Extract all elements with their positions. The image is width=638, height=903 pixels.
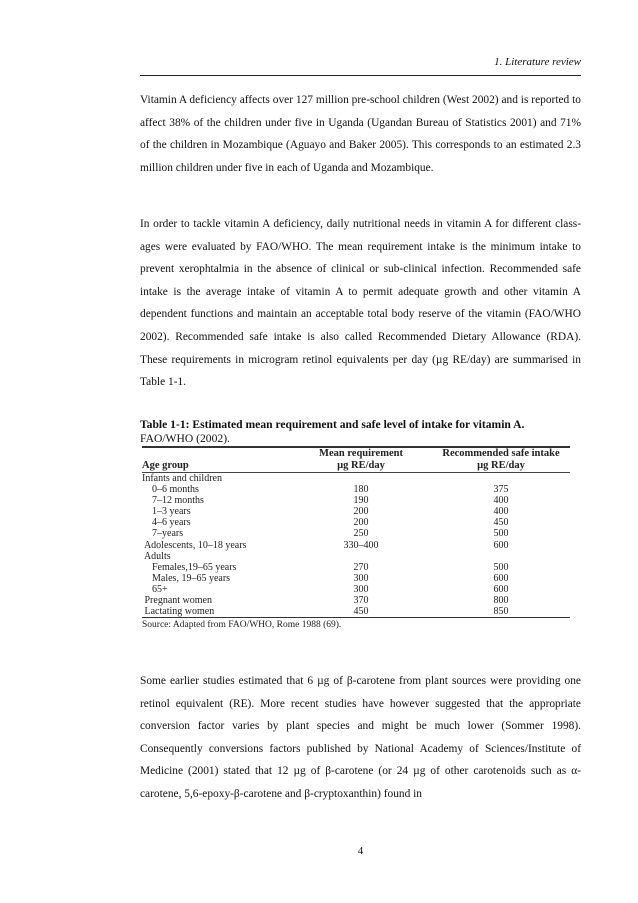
table-row (142, 484, 570, 495)
table-header-row-2 (142, 460, 570, 472)
table-cell-age-group: Lactating women (142, 606, 215, 618)
vitamin-a-intake-table (142, 446, 570, 631)
table-cell-age-group: 65+ (142, 583, 168, 595)
table-cell-safe-intake: 500 (493, 528, 509, 540)
table-row (142, 506, 570, 517)
table-cell-mean-requirement: 270 (353, 561, 369, 573)
table-cell-safe-intake: 375 (493, 484, 509, 496)
table-cell-mean-requirement: 450 (353, 606, 369, 618)
table-cell-safe-intake: 400 (493, 495, 509, 507)
table-cell-safe-intake: 850 (493, 606, 509, 618)
table-cell-safe-intake (432, 473, 570, 484)
table-row (142, 606, 570, 617)
table-cell-safe-intake: 600 (493, 572, 509, 584)
table-row (142, 495, 570, 506)
table-cell-safe-intake: 400 (493, 506, 509, 518)
table-header-cell: Mean requirement (319, 448, 403, 459)
table-cell-age-group: 4–6 years (142, 517, 191, 529)
table-header-cell: Recommended safe intake (442, 448, 560, 459)
paragraph-vitamin-a-deficiency: Vitamin A deficiency affects over 127 million pre-school children (West 2002) and is reported to affect 38% of the children under five in Uganda (Ugandan Bureau of Statistics 2001) and 71% of the children in Mozambique (Aguayo and Baker 2005). This corresponds to an estimated 2.3 million children under five in each of Uganda and Mozambique. (140, 94, 581, 174)
table-cell-safe-intake (432, 551, 570, 562)
table-row (142, 595, 570, 606)
table-cell-age-group: Adolescents, 10–18 years (142, 539, 247, 551)
table-row (142, 473, 570, 484)
table-row (142, 528, 570, 539)
table-row (142, 517, 570, 528)
table-cell-safe-intake: 450 (493, 517, 509, 529)
running-header: 1. Literature review (494, 56, 581, 68)
header-rule (140, 75, 581, 76)
table-cell-age-group: Males, 19–65 years (142, 572, 231, 584)
table-header-cell (142, 448, 290, 460)
paragraph-conversion-factors: Some earlier studies estimated that 6 µg of β-carotene from plant sources were providing one retinol equivalent (RE). More recent studies have however suggested that the appropriate conversion factor varies by plant species and might be much lower (Sommer 1998). Consequently conversions factors published by National Academy of Sciences/Institute of Medicine (2001) stated that 12 µg of β-carotene (or 24 µg of other carotenoids such as α-carotene, 5,6-epoxy-β-carotene and β-cryptoxanthin) found in (140, 675, 581, 800)
table-row (142, 540, 570, 551)
table-cell-safe-intake: 600 (493, 583, 509, 595)
table-header-cell: Age group (142, 459, 189, 471)
table-cell-age-group: Adults (142, 550, 171, 562)
table-cell-age-group: Females,19–65 years (142, 561, 237, 573)
table-cell-mean-requirement: 300 (353, 572, 369, 584)
table-cell-age-group: 0–6 months (142, 484, 199, 496)
table-row (142, 562, 570, 573)
table-cell-mean-requirement: 250 (353, 528, 369, 540)
table-header-cell: µg RE/day (337, 459, 385, 471)
table-header-cell: µg RE/day (477, 459, 525, 471)
table-cell-age-group: 7–12 months (142, 495, 204, 507)
table-cell-mean-requirement: 370 (353, 595, 369, 607)
table-caption-subtitle: FAO/WHO (2002). (140, 432, 230, 445)
table-cell-safe-intake: 600 (493, 539, 509, 551)
paragraph-daily-requirements: In order to tackle vitamin A deficiency, daily nutritional needs in vitamin A for different class-ages were evaluated by FAO/WHO. The mean requirement intake is the minimum intake to prevent xerophtalmia in the absence of clinical or sub-clinical infection. Recommended safe intake is the average intake of vitamin A to permit adequate growth and other vitamin A dependent functions and maintain an acceptable total body reserve of the vitamin (FAO/WHO 2002). Recommended safe intake is also called Recommended Dietary Allowance (RDA). These requirements in microgram retinol equivalents per day (µg RE/day) are summarised in Table 1-1. (140, 218, 581, 389)
table-cell-mean-requirement: 300 (353, 583, 369, 595)
table-cell-mean-requirement: 190 (353, 495, 369, 507)
table-row (142, 584, 570, 595)
table-cell-mean-requirement: 330–400 (343, 539, 379, 551)
table-header-row-1 (142, 448, 570, 460)
page-number: 4 (357, 845, 364, 857)
table-cell-mean-requirement (290, 551, 432, 562)
table-cell-age-group: 1–3 years (142, 506, 191, 518)
table-cell-safe-intake: 800 (493, 595, 509, 607)
table-cell-age-group: Infants and children (142, 473, 222, 484)
table-row (142, 573, 570, 584)
table-cell-mean-requirement: 200 (353, 506, 369, 518)
table-caption (140, 418, 581, 446)
table-cell-mean-requirement: 180 (353, 484, 369, 496)
table-cell-safe-intake: 500 (493, 561, 509, 573)
table-cell-mean-requirement (290, 473, 432, 484)
table-cell-age-group: 7–years (142, 528, 184, 540)
table-source-note: Source: Adapted from FAO/WHO, Rome 1988 (69). (142, 620, 342, 631)
table-caption-title: Table 1-1: Estimated mean requirement and safe level of intake for vitamin A. (140, 418, 525, 431)
table-row (142, 551, 570, 562)
table-cell-mean-requirement: 200 (353, 517, 369, 529)
table-cell-age-group: Pregnant women (142, 595, 212, 607)
table-body (142, 473, 570, 617)
